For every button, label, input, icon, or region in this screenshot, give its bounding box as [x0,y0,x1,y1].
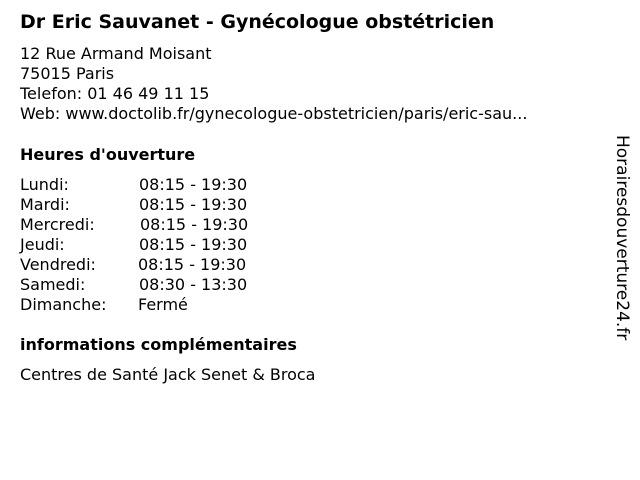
hours-day: Mardi: [20,195,70,214]
hours-day: Lundi: [20,175,69,194]
city: 75015 Paris [20,64,115,83]
hours-time: 08:15 - 19:30 [138,255,247,274]
hours-row-thursday [20,235,320,255]
opening-hours-heading: Heures d'ouverture [20,145,196,164]
phone-number[interactable]: Telefon: 01 46 49 11 15 [20,84,210,103]
hours-day: Jeudi: [20,235,65,254]
hours-row-sunday [20,295,320,315]
hours-day: Vendredi: [20,255,96,274]
hours-time: 08:15 - 19:30 [139,175,248,194]
hours-row-friday [20,255,320,275]
hours-day: Samedi: [20,275,86,294]
street-address: 12 Rue Armand Moisant [20,44,212,63]
hours-row-wednesday [20,215,320,235]
hours-time: 08:15 - 19:30 [139,235,248,254]
hours-day: Dimanche: [20,295,107,314]
hours-row-monday [20,175,320,195]
hours-row-tuesday [20,195,320,215]
website-link[interactable]: Web: www.doctolib.fr/gynecologue-obstetricien/paris/eric-sau... [20,104,528,123]
site-watermark: Horairesdouverture24.fr [612,135,632,341]
address-block [20,44,527,124]
hours-time: 08:15 - 19:30 [139,195,248,214]
page-title: Dr Eric Sauvanet - Gynécologue obstétricien [20,11,495,33]
hours-row-saturday [20,275,320,295]
hours-time: 08:30 - 13:30 [139,275,248,294]
additional-info-text: Centres de Santé Jack Senet & Broca [20,365,316,384]
opening-hours-table [20,175,320,315]
hours-day: Mercredi: [20,215,95,234]
hours-time: 08:15 - 19:30 [140,215,249,234]
additional-info-heading: informations complémentaires [20,335,297,354]
hours-time: Fermé [138,295,188,314]
